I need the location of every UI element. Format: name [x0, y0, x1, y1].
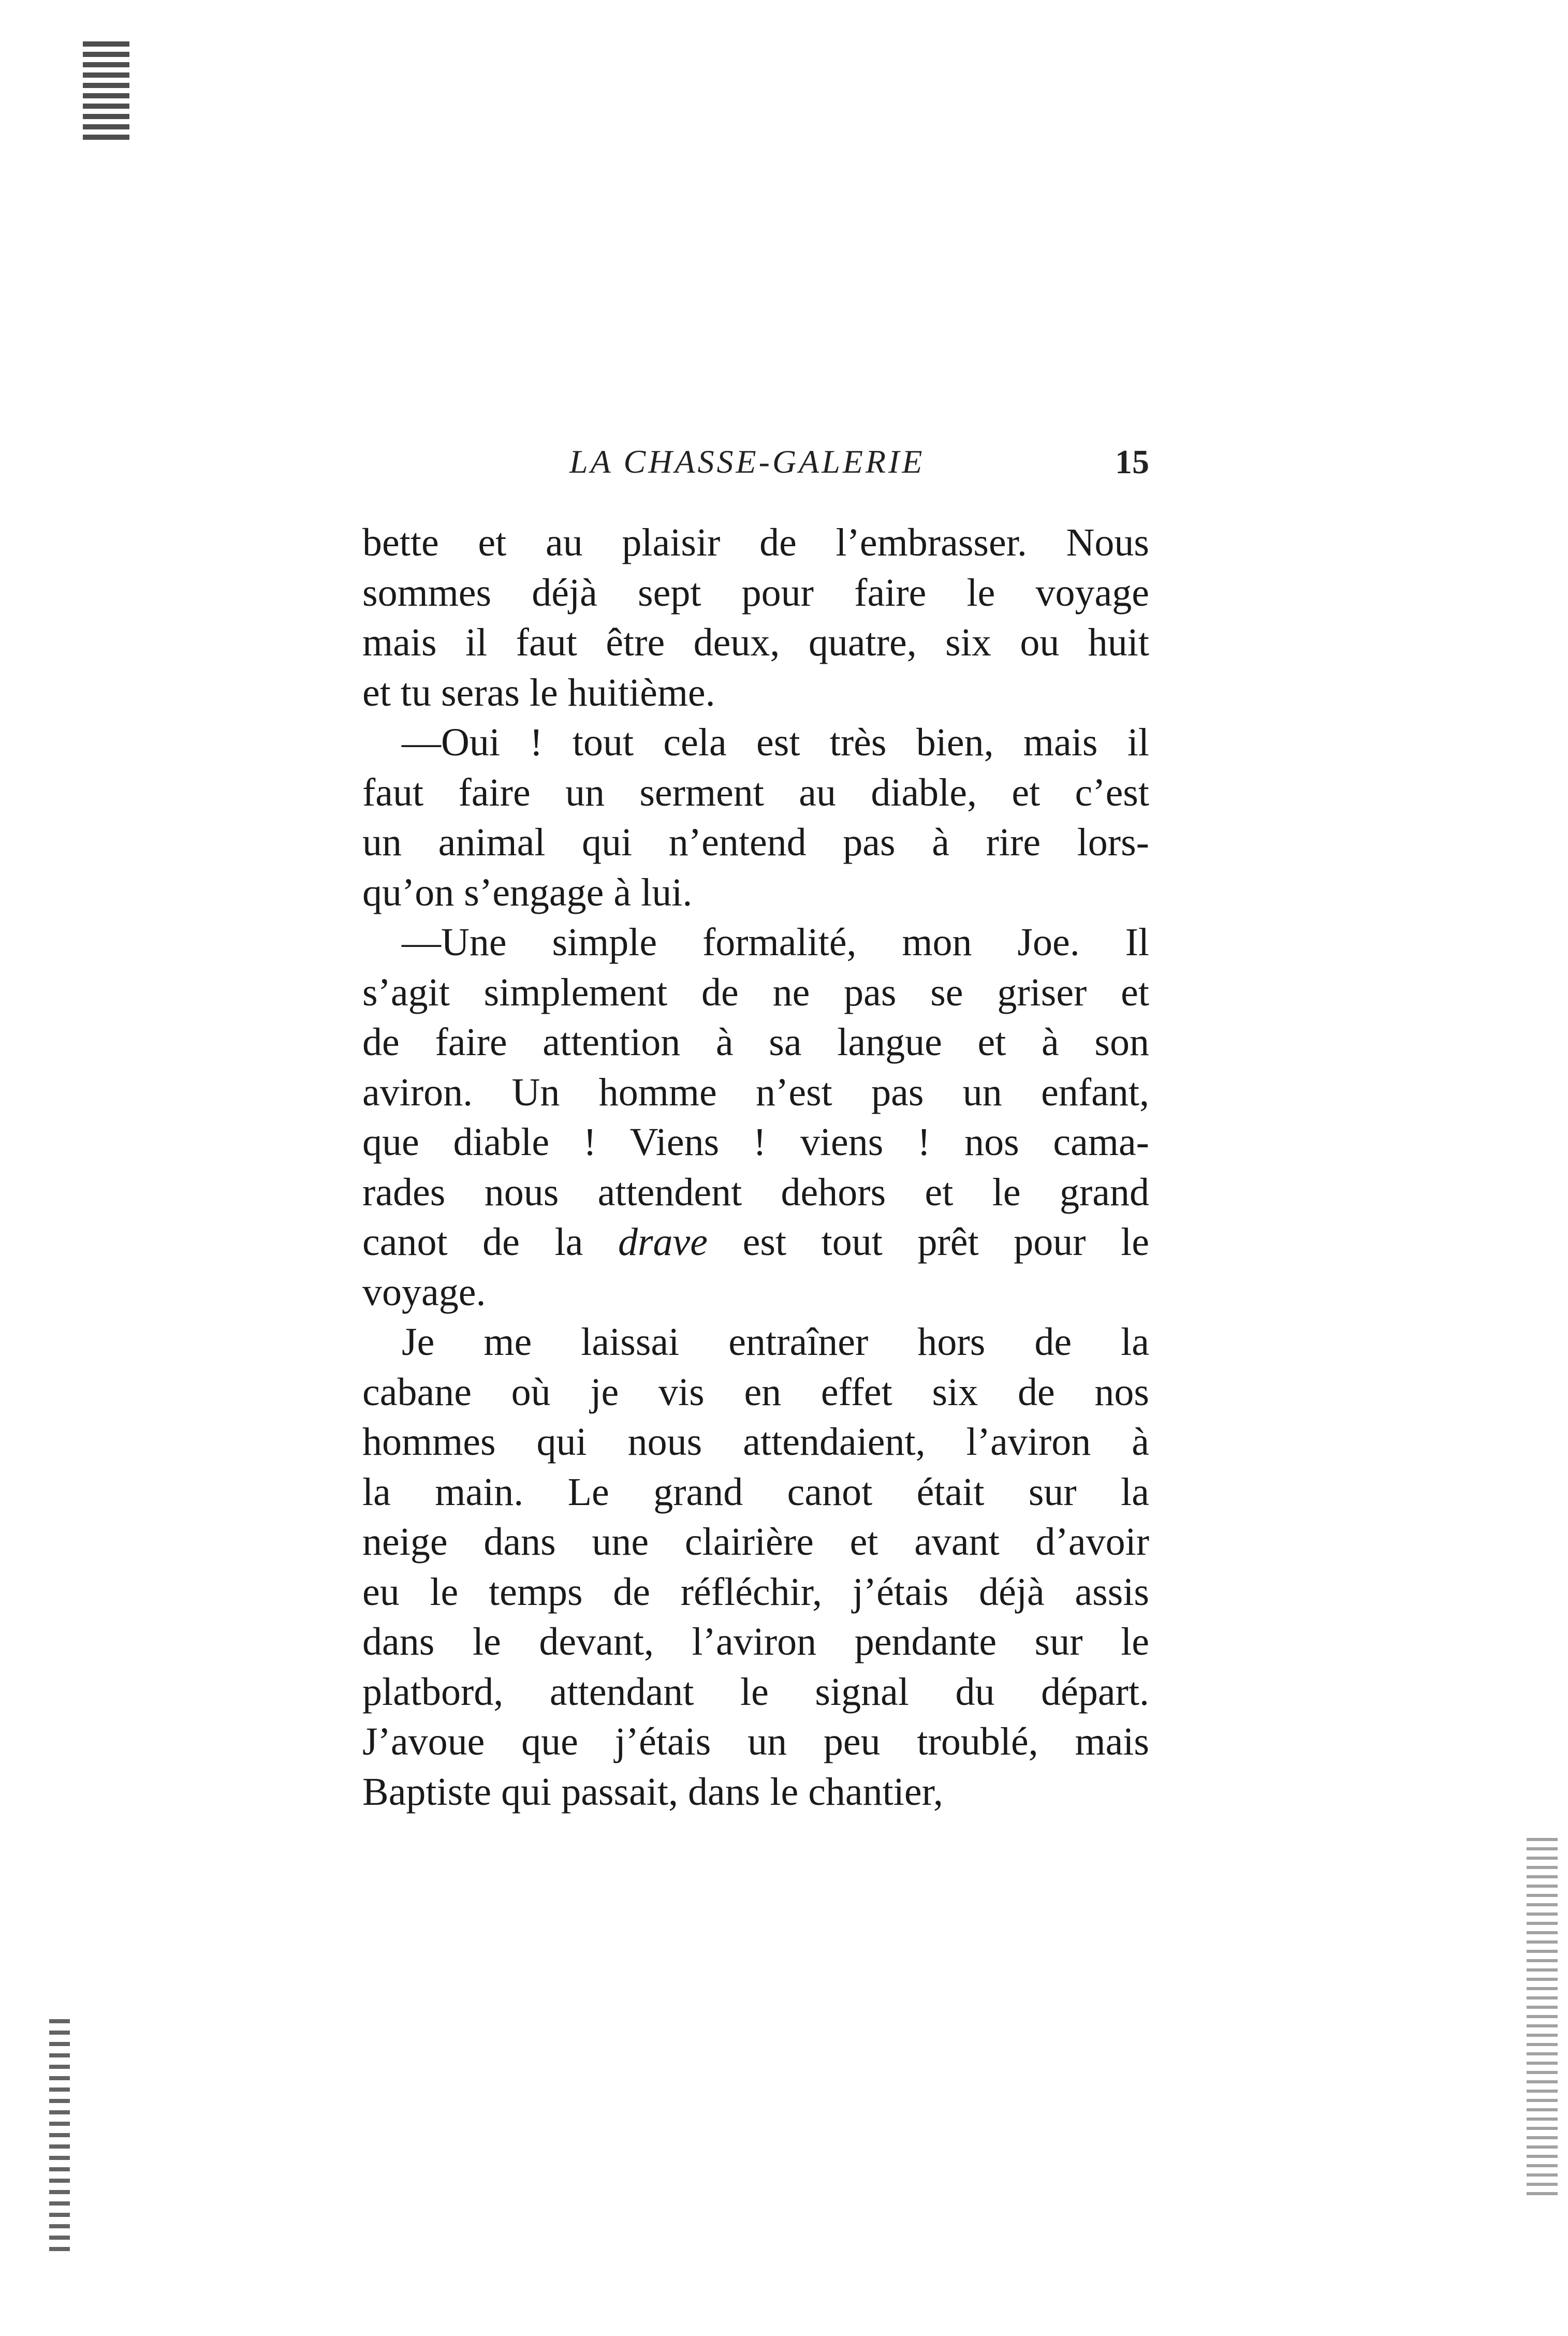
text-line: Je me laissai entraîner hors de la	[402, 1320, 1149, 1364]
text-line: neige dans une clairière et avant d’avoir	[362, 1520, 1149, 1564]
text-line: platbord, attendant le signal du départ.	[362, 1670, 1149, 1714]
scan-edge-shadow	[83, 41, 129, 145]
italic-word: drave	[618, 1220, 708, 1264]
text-line: et tu seras le huitième.	[362, 670, 715, 714]
text-line	[362, 1217, 1149, 1267]
text-line: un animal qui n’entend pas à rire lors-	[362, 821, 1149, 864]
text-line: s’agit simplement de ne pas se griser et	[362, 970, 1149, 1014]
scan-edge-shadow	[1527, 1838, 1558, 2200]
text-line: rades nous attendent dehors et le grand	[362, 1170, 1149, 1214]
text-line: mais il faut être deux, quatre, six ou huit	[362, 621, 1149, 664]
running-head	[362, 443, 1149, 500]
running-title: LA CHASSE-GALERIE	[569, 443, 925, 480]
text-line: la main. Le grand canot était sur la	[362, 1470, 1149, 1514]
text-fragment: canot de la	[362, 1220, 583, 1264]
text-line: —Oui ! tout cela est très bien, mais il	[402, 721, 1149, 764]
text-fragment: est tout prêt pour le	[742, 1220, 1150, 1264]
text-line: Baptiste qui passait, dans le chantier,	[362, 1770, 943, 1814]
text-line: voyage.	[362, 1270, 486, 1314]
text-line: dans le devant, l’aviron pendante sur le	[362, 1620, 1149, 1663]
page-number: 15	[1115, 443, 1149, 481]
text-line: cabane où je vis en effet six de nos	[362, 1370, 1149, 1414]
text-line: que diable ! Viens ! viens ! nos cama-	[362, 1120, 1149, 1164]
text-line: —Une simple formalité, mon Joe. Il	[402, 921, 1149, 964]
text-line: qu’on s’engage à lui.	[362, 870, 693, 914]
text-line: hommes qui nous attendaient, l’aviron à	[362, 1420, 1149, 1464]
text-line: sommes déjà sept pour faire le voyage	[362, 571, 1149, 615]
text-line: eu le temps de réfléchir, j’étais déjà assis	[362, 1570, 1149, 1614]
body-text	[362, 518, 1149, 1817]
text-line: de faire attention à sa langue et à son	[362, 1020, 1149, 1064]
text-line: J’avoue que j’étais un peu troublé, mais	[362, 1720, 1149, 1763]
text-line: faut faire un serment au diable, et c’est	[362, 770, 1149, 814]
text-line: bette et au plaisir de l’embrasser. Nous	[362, 521, 1149, 564]
scan-edge-shadow	[49, 2019, 70, 2252]
text-line: aviron. Un homme n’est pas un enfant,	[362, 1070, 1149, 1114]
